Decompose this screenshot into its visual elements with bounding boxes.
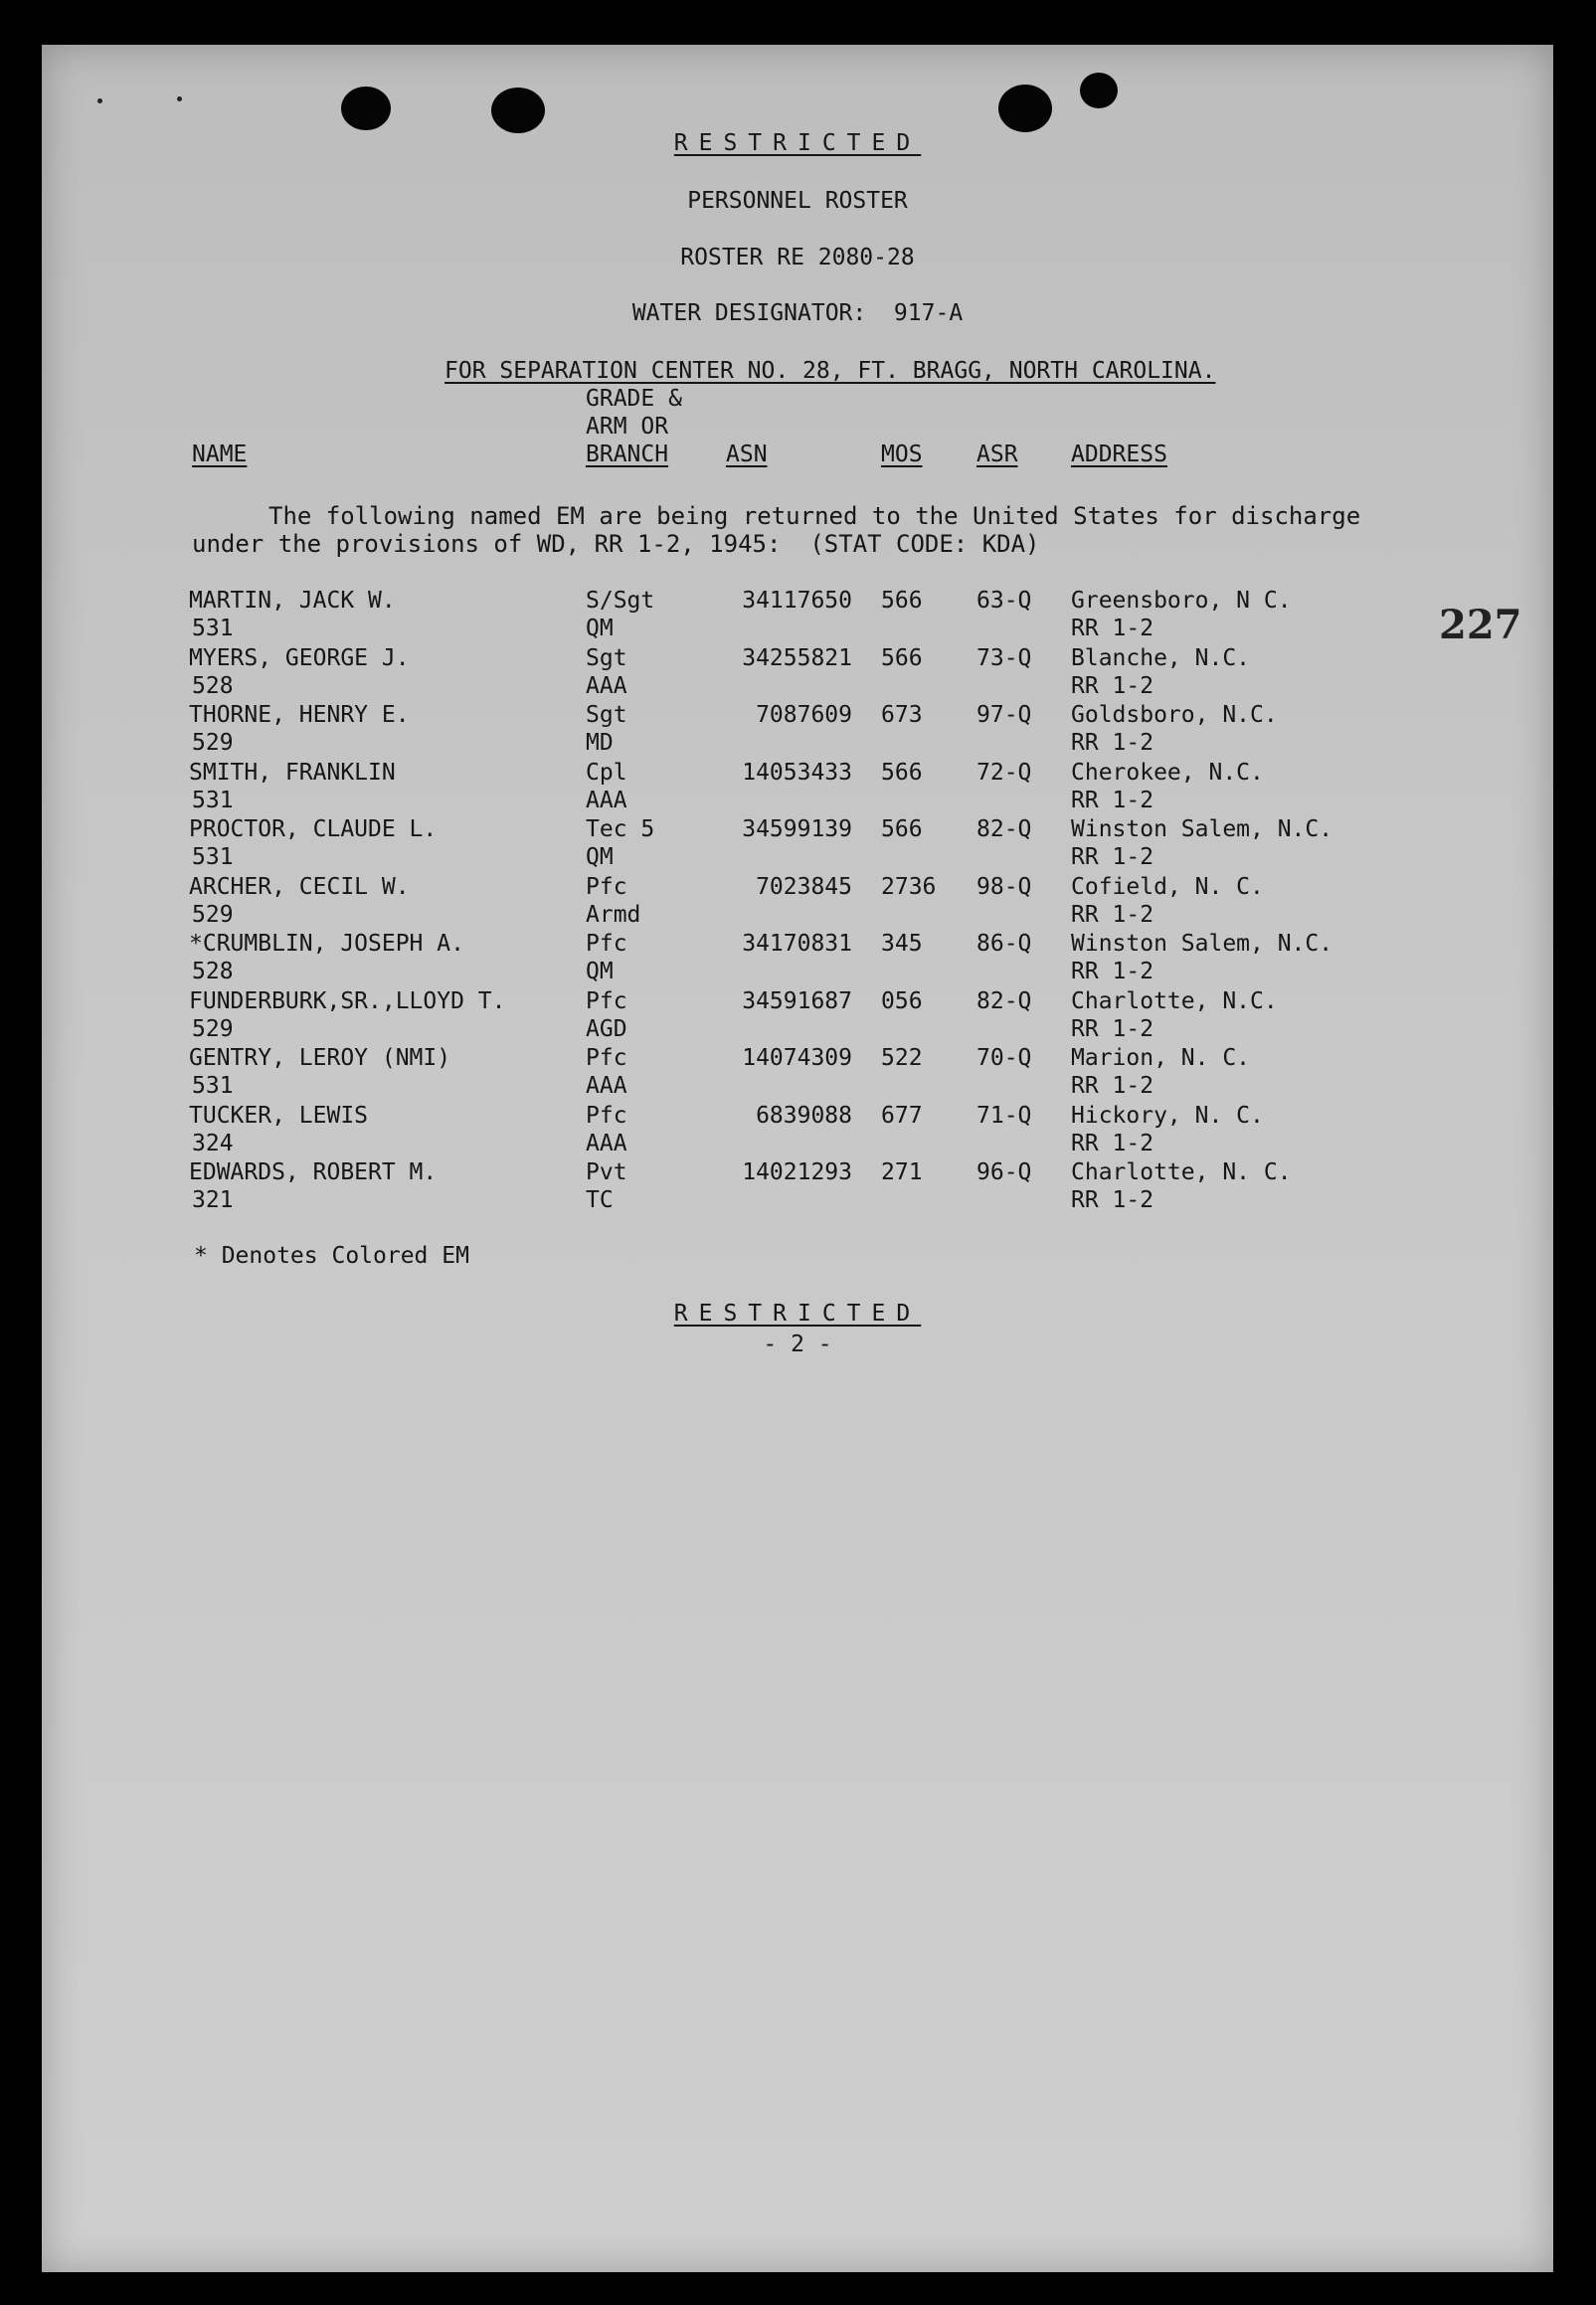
row-asr: 73-Q — [976, 644, 1032, 671]
row-asr: 97-Q — [976, 702, 1032, 728]
row-rr: RR 1-2 — [1071, 901, 1154, 928]
column-name: NAME — [192, 442, 248, 467]
row-address: Cofield, N. C. — [1071, 873, 1264, 900]
row-name: GENTRY, LEROY (NMI) — [189, 1045, 451, 1071]
document-title: PERSONNEL ROSTER — [687, 188, 908, 214]
row-grade: Tec 5 — [586, 816, 655, 842]
row-grade: Pfc — [586, 873, 627, 900]
row-mos: 566 — [881, 816, 923, 842]
row-code: 529 — [192, 901, 234, 928]
row-grade: Pfc — [586, 987, 627, 1014]
row-grade: Cpl — [586, 759, 627, 786]
row-asr: 96-Q — [976, 1159, 1032, 1185]
column-mos: MOS — [881, 442, 923, 467]
row-asn: 7087609 — [756, 702, 852, 728]
intro-line-2: under the provisions of WD, RR 1-2, 1945: (STAT CODE: KDA) — [192, 530, 1040, 558]
row-code: 529 — [192, 730, 234, 756]
row-address: Blanche, N.C. — [1071, 644, 1251, 671]
row-code: 531 — [192, 844, 234, 870]
row-mos: 673 — [881, 702, 923, 728]
punch-hole-4 — [1080, 73, 1118, 108]
row-name: FUNDERBURK,SR.,LLOYD T. — [189, 987, 506, 1014]
row-grade: Pfc — [586, 1045, 627, 1071]
row-name: MYERS, GEORGE J. — [189, 644, 410, 671]
page-stamp: 227 — [1439, 602, 1522, 648]
row-asn: 6839088 — [756, 1102, 852, 1129]
row-asr: 98-Q — [976, 873, 1032, 900]
footer-page-number: - 2 - — [763, 1331, 832, 1357]
row-code: 531 — [192, 787, 234, 813]
header-classification: RESTRICTED — [673, 130, 922, 156]
row-asr: 86-Q — [976, 931, 1032, 957]
row-branch: QM — [586, 616, 614, 641]
row-rr: RR 1-2 — [1071, 1187, 1154, 1213]
row-grade: Sgt — [586, 644, 627, 671]
row-branch: AGD — [586, 1015, 627, 1042]
row-asr: 71-Q — [976, 1102, 1032, 1129]
row-name: EDWARDS, ROBERT M. — [189, 1159, 438, 1185]
row-grade: S/Sgt — [586, 588, 655, 614]
column-grade-line2: ARM OR — [586, 414, 669, 440]
water-designator: WATER DESIGNATOR: 917-A — [631, 300, 964, 326]
row-code: 528 — [192, 672, 234, 699]
row-asn: 14021293 — [742, 1159, 852, 1185]
row-name: MARTIN, JACK W. — [189, 588, 396, 614]
row-branch: AAA — [586, 1073, 627, 1099]
row-address: Winston Salem, N.C. — [1071, 816, 1333, 842]
row-address: Winston Salem, N.C. — [1071, 931, 1333, 957]
row-asn: 34599139 — [742, 816, 852, 842]
row-mos: 345 — [881, 931, 923, 957]
row-rr: RR 1-2 — [1071, 730, 1154, 756]
row-rr: RR 1-2 — [1071, 616, 1154, 641]
row-name: *CRUMBLIN, JOSEPH A. — [189, 931, 464, 957]
row-asn: 7023845 — [756, 873, 852, 900]
row-code: 531 — [192, 616, 234, 641]
row-mos: 566 — [881, 588, 923, 614]
row-rr: RR 1-2 — [1071, 1015, 1154, 1042]
row-grade: Pvt — [586, 1159, 627, 1185]
row-name: SMITH, FRANKLIN — [189, 759, 396, 786]
row-mos: 566 — [881, 759, 923, 786]
row-grade: Sgt — [586, 702, 627, 728]
row-branch: QM — [586, 844, 614, 870]
row-asn: 34117650 — [742, 588, 852, 614]
footer-classification: RESTRICTED — [673, 1301, 922, 1327]
row-asn: 14053433 — [742, 759, 852, 786]
separation-center: FOR SEPARATION CENTER NO. 28, FT. BRAGG, NORTH CAROLINA. — [444, 358, 1216, 384]
row-address: Marion, N. C. — [1071, 1045, 1251, 1071]
punch-hole-3 — [998, 85, 1052, 132]
roster-number: ROSTER RE 2080-28 — [680, 245, 915, 270]
column-asn: ASN — [726, 442, 768, 467]
row-name: ARCHER, CECIL W. — [189, 873, 410, 900]
intro-line-1: The following named EM are being returned to the United States for discharge — [268, 502, 1361, 530]
punch-hole-2 — [491, 88, 545, 133]
document-page — [42, 45, 1553, 2272]
row-address: Charlotte, N.C. — [1071, 987, 1278, 1014]
row-asn: 14074309 — [742, 1045, 852, 1071]
footnote: * Denotes Colored EM — [194, 1243, 469, 1269]
row-code: 531 — [192, 1073, 234, 1099]
row-code: 324 — [192, 1130, 234, 1156]
column-address: ADDRESS — [1071, 442, 1167, 467]
column-grade-line3: BRANCH — [586, 442, 669, 467]
row-address: Goldsboro, N.C. — [1071, 702, 1278, 728]
row-branch: QM — [586, 959, 614, 984]
row-asr: 63-Q — [976, 588, 1032, 614]
row-branch: TC — [586, 1187, 614, 1213]
row-mos: 522 — [881, 1045, 923, 1071]
row-asn: 34170831 — [742, 931, 852, 957]
row-branch: AAA — [586, 1130, 627, 1156]
row-asr: 82-Q — [976, 987, 1032, 1014]
row-code: 528 — [192, 959, 234, 984]
row-asn: 34591687 — [742, 987, 852, 1014]
row-rr: RR 1-2 — [1071, 959, 1154, 984]
row-asr: 70-Q — [976, 1045, 1032, 1071]
row-rr: RR 1-2 — [1071, 672, 1154, 699]
punch-hole-1 — [341, 87, 391, 130]
row-address: Cherokee, N.C. — [1071, 759, 1264, 786]
row-mos: 566 — [881, 644, 923, 671]
row-rr: RR 1-2 — [1071, 844, 1154, 870]
row-code: 321 — [192, 1187, 234, 1213]
row-name: THORNE, HENRY E. — [189, 702, 410, 728]
row-address: Greensboro, N C. — [1071, 588, 1292, 614]
row-asr: 72-Q — [976, 759, 1032, 786]
row-grade: Pfc — [586, 931, 627, 957]
column-grade-line1: GRADE & — [586, 386, 682, 412]
column-asr: ASR — [976, 442, 1018, 467]
row-branch: AAA — [586, 787, 627, 813]
row-branch: Armd — [586, 901, 641, 928]
row-rr: RR 1-2 — [1071, 1130, 1154, 1156]
row-branch: MD — [586, 730, 614, 756]
row-address: Hickory, N. C. — [1071, 1102, 1264, 1129]
row-name: TUCKER, LEWIS — [189, 1102, 369, 1129]
row-mos: 677 — [881, 1102, 923, 1129]
row-address: Charlotte, N. C. — [1071, 1159, 1292, 1185]
row-grade: Pfc — [586, 1102, 627, 1129]
row-rr: RR 1-2 — [1071, 1073, 1154, 1099]
row-mos: 056 — [881, 987, 923, 1014]
row-name: PROCTOR, CLAUDE L. — [189, 816, 438, 842]
row-asr: 82-Q — [976, 816, 1032, 842]
row-mos: 271 — [881, 1159, 923, 1185]
row-code: 529 — [192, 1015, 234, 1042]
row-branch: AAA — [586, 672, 627, 699]
row-rr: RR 1-2 — [1071, 787, 1154, 813]
row-mos: 2736 — [881, 873, 937, 900]
row-asn: 34255821 — [742, 644, 852, 671]
